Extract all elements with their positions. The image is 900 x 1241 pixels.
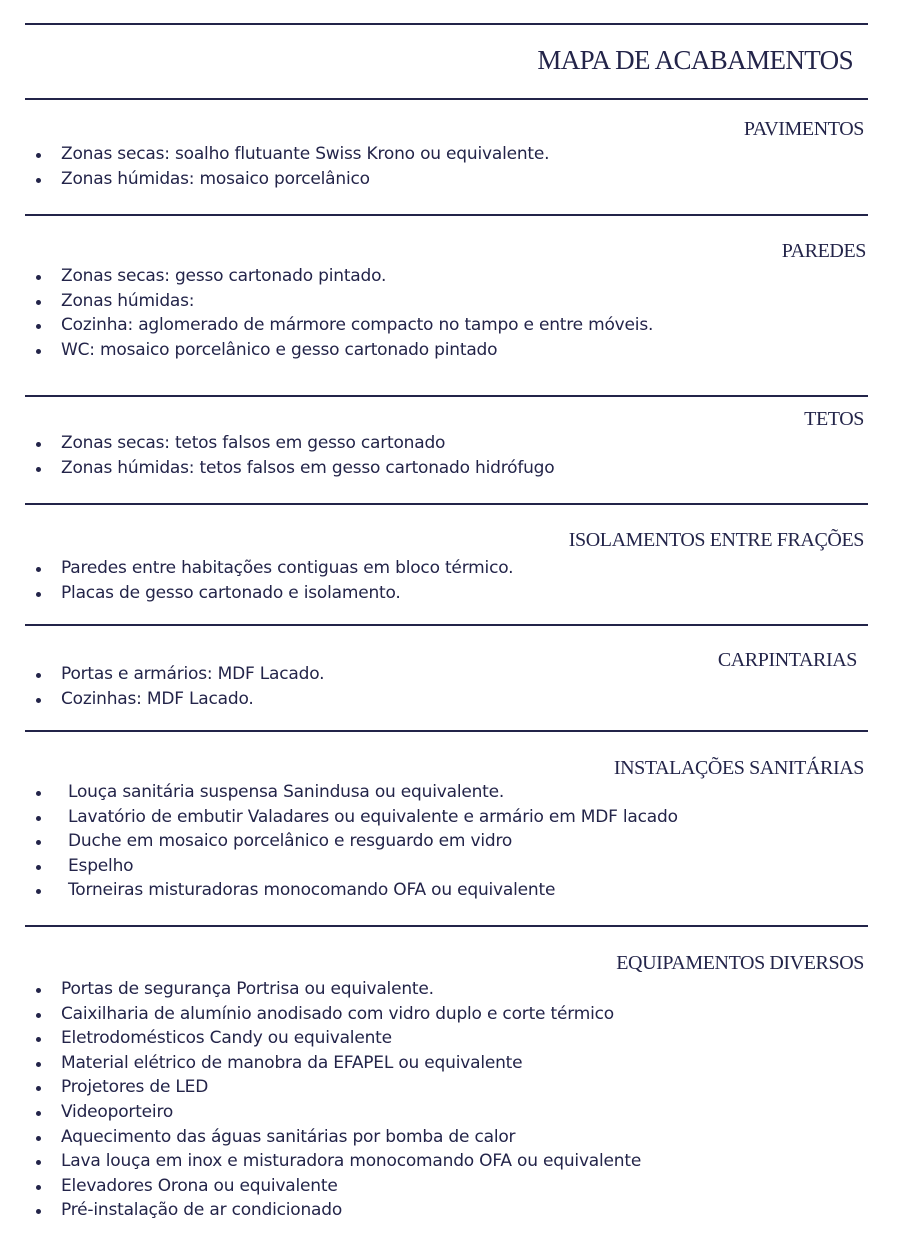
bullet-icon	[36, 1209, 41, 1214]
list-item	[36, 977, 641, 1002]
list-item-text: Eletrodomésticos Candy ou equivalente	[61, 1028, 392, 1049]
bullet-icon	[36, 178, 41, 183]
bullet-icon	[36, 698, 41, 703]
bullet-icon	[36, 300, 41, 305]
list-item-text: Aquecimento das águas sanitárias por bomba de calor	[61, 1126, 516, 1147]
bullet-icon	[36, 1185, 41, 1190]
list-item	[36, 338, 653, 363]
section-heading-paredes: PAREDES	[781, 240, 866, 262]
list-item	[36, 313, 653, 338]
list-item-text: Videoporteiro	[61, 1101, 174, 1122]
list-item	[36, 289, 653, 314]
bullet-icon	[36, 1111, 41, 1116]
bullet-icon	[36, 324, 41, 329]
bullet-icon	[36, 889, 41, 894]
bullet-icon	[36, 467, 41, 472]
bullet-icon	[36, 816, 41, 821]
list-item-text: Zonas secas: tetos falsos em gesso cartonado	[61, 433, 446, 453]
divider-top	[25, 23, 868, 25]
bullet-icon	[36, 988, 41, 993]
divider-isolamentos	[25, 624, 868, 626]
list-item-text: Zonas húmidas: mosaico porcelânico	[61, 168, 370, 189]
list-item	[36, 805, 678, 830]
list-item	[36, 1149, 641, 1174]
list-item-text: Torneiras misturadoras monocomando OFA ou equivalente	[68, 880, 556, 901]
list-item-text: Espelho	[68, 855, 134, 876]
divider-sanitarias	[25, 925, 868, 927]
list-item-text: Elevadores Orona ou equivalente	[61, 1175, 338, 1196]
section-list-equipamentos	[36, 977, 641, 1223]
bullet-icon	[36, 275, 41, 280]
section-list-isolamentos	[36, 556, 513, 605]
divider-tetos	[25, 503, 868, 505]
bullet-icon	[36, 1037, 41, 1042]
list-item-text: Zonas secas: soalho flutuante Swiss Krono ou equivalente.	[61, 144, 550, 164]
list-item-text: Zonas húmidas: tetos falsos em gesso cartonado hidrófugo	[61, 457, 555, 478]
divider-paredes	[25, 395, 868, 397]
list-item	[36, 854, 678, 879]
bullet-icon	[36, 673, 41, 678]
list-item-text: Paredes entre habitações contiguas em bloco térmico.	[61, 558, 514, 578]
list-item	[36, 1026, 641, 1051]
list-item	[36, 878, 678, 903]
list-item	[36, 1051, 641, 1076]
list-item-text: Caixilharia de alumínio anodisado com vidro duplo e corte térmico	[61, 1003, 614, 1024]
list-item	[36, 687, 324, 712]
divider-title	[25, 98, 868, 100]
list-item	[36, 142, 549, 167]
list-item	[36, 780, 678, 805]
list-item	[36, 1100, 641, 1125]
section-list-paredes	[36, 264, 653, 362]
list-item-text: Cozinha: aglomerado de mármore compacto no tampo e entre móveis.	[61, 315, 654, 336]
list-item	[36, 1174, 641, 1199]
bullet-icon	[36, 153, 41, 158]
bullet-icon	[36, 1062, 41, 1067]
list-item	[36, 431, 554, 456]
section-heading-carpintarias: CARPINTARIAS	[717, 649, 857, 671]
section-list-carpintarias	[36, 662, 324, 711]
list-item	[36, 556, 513, 581]
divider-carpintarias	[25, 730, 868, 732]
bullet-icon	[36, 1013, 41, 1018]
bullet-icon	[36, 1160, 41, 1165]
list-item	[36, 662, 324, 687]
list-item-text: Pré-instalação de ar condicionado	[61, 1200, 343, 1221]
section-heading-tetos: TETOS	[804, 408, 864, 430]
bullet-icon	[36, 1086, 41, 1091]
list-item	[36, 829, 678, 854]
divider-pavimentos	[25, 214, 868, 216]
bullet-icon	[36, 349, 41, 354]
list-item-text: Projetores de LED	[61, 1077, 209, 1098]
list-item-text: Duche em mosaico porcelânico e resguardo em vidro	[68, 831, 513, 852]
list-item-text: Portas de segurança Portrisa ou equivalente.	[61, 979, 434, 999]
section-heading-pavimentos: PAVIMENTOS	[743, 118, 864, 140]
list-item	[36, 1002, 641, 1027]
list-item	[36, 1125, 641, 1150]
list-item-text: Zonas húmidas:	[61, 290, 195, 311]
list-item-text: Cozinhas: MDF Lacado.	[61, 688, 254, 709]
bullet-icon	[36, 865, 41, 870]
list-item-text: Lava louça em inox e misturadora monocomando OFA ou equivalente	[61, 1151, 642, 1172]
list-item-text: Placas de gesso cartonado e isolamento.	[61, 582, 401, 603]
bullet-icon	[36, 1136, 41, 1141]
section-list-tetos	[36, 431, 554, 480]
list-item	[36, 581, 513, 606]
list-item	[36, 1075, 641, 1100]
list-item-text: Portas e armários: MDF Lacado.	[61, 664, 325, 684]
list-item	[36, 264, 653, 289]
list-item	[36, 456, 554, 481]
bullet-icon	[36, 592, 41, 597]
list-item	[36, 167, 549, 192]
section-heading-equipamentos: EQUIPAMENTOS DIVERSOS	[616, 952, 864, 974]
list-item	[36, 1198, 641, 1223]
list-item-text: Lavatório de embutir Valadares ou equivalente e armário em MDF lacado	[68, 806, 678, 827]
list-item-text: Louça sanitária suspensa Sanindusa ou equivalente.	[68, 782, 505, 802]
list-item-text: Material elétrico de manobra da EFAPEL ou equivalente	[61, 1052, 523, 1073]
section-heading-isolamentos: ISOLAMENTOS ENTRE FRAÇÕES	[568, 529, 864, 551]
list-item-text: Zonas secas: gesso cartonado pintado.	[61, 266, 387, 286]
bullet-icon	[36, 442, 41, 447]
list-item-text: WC: mosaico porcelânico e gesso cartonado pintado	[61, 339, 498, 360]
section-list-pavimentos	[36, 142, 549, 191]
bullet-icon	[36, 567, 41, 572]
bullet-icon	[36, 791, 41, 796]
section-list-sanitarias	[36, 780, 678, 903]
page-title: MAPA DE ACABAMENTOS	[537, 45, 853, 75]
section-heading-sanitarias: INSTALAÇÕES SANITÁRIAS	[613, 757, 864, 779]
bullet-icon	[36, 840, 41, 845]
